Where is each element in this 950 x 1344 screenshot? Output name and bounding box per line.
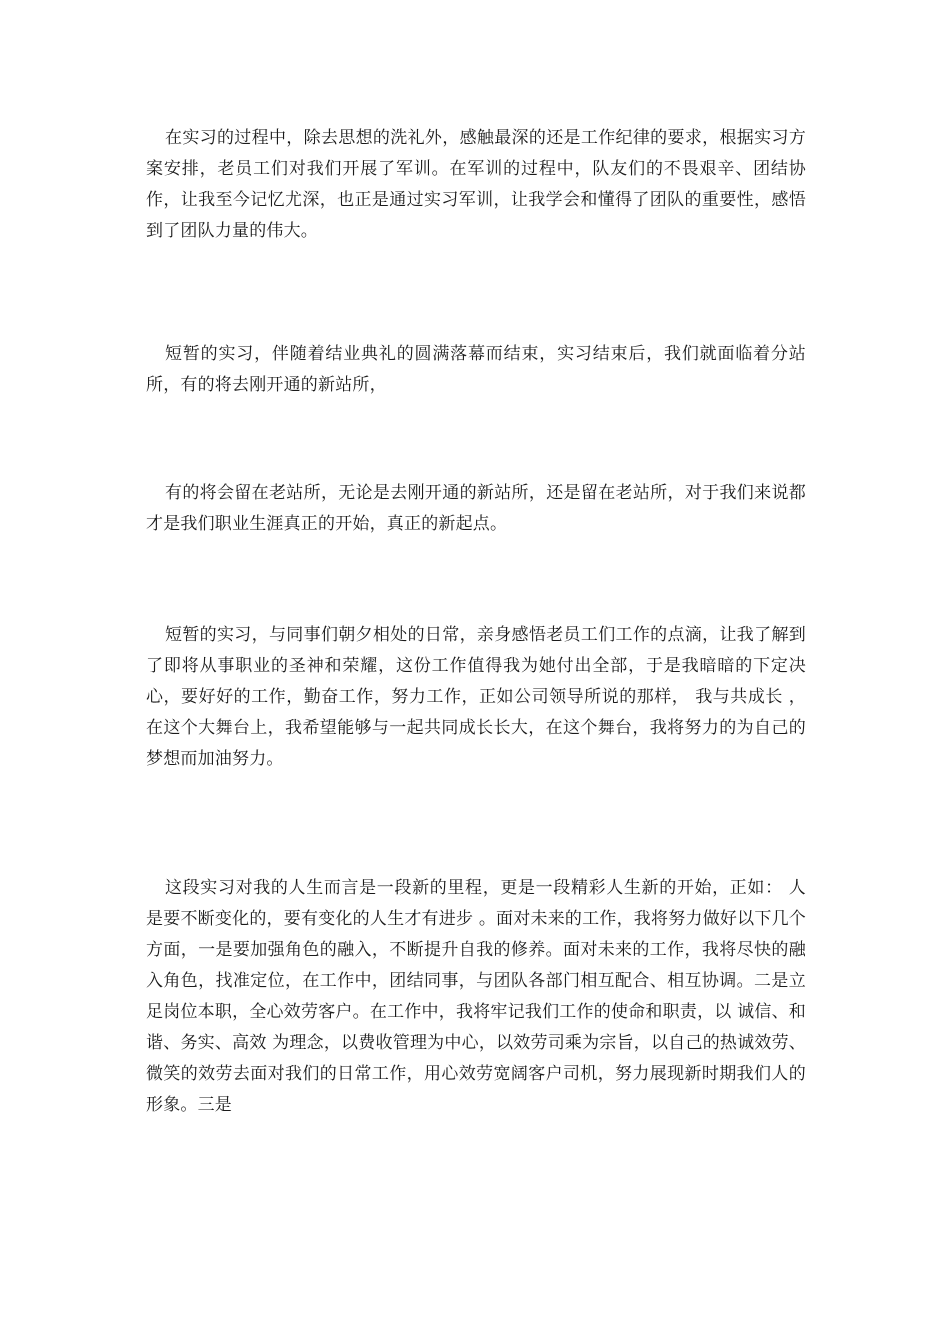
paragraph-2: 短暂的实习，伴随着结业典礼的圆满落幕而结束，实习结束后，我们就面临着分站所，有的将去刚开通的新站所，	[146, 344, 806, 395]
paragraph-4: 短暂的实习，与同事们朝夕相处的日常，亲身感悟老员工们工作的点滴，让我了解到了即将从事职业的圣神和荣耀，这份工作值得我为她付出全部，于是我暗暗的下定决心，要好好的工作，勤奋工作，努力工作，正如公司领导所说的那样， 我与共成长 ，在这个大舞台上，我希望能够与一起共同成长长大，在这个舞台，我将努力的为自己的梦想而加油努力。	[146, 625, 806, 769]
paragraph-5: 这段实习对我的人生而言是一段新的里程，更是一段精彩人生新的开始，正如： 人是要不断变化的，要有变化的人生才有进步 。面对未来的工作，我将努力做好以下几个方面，一是要加强角色的融入，不断提升自我的修养。面对未来的工作，我将尽快的融入角色，找准定位，在工作中，团结同事，与团队各部门相互配合、相互协调。二是立足岗位本职，全心效劳客户。在工作中，我将牢记我们工作的使命和职责，以 诚信、和谐、务实、高效 为理念，以费收管理为中心，以效劳司乘为宗旨，以自己的热诚效劳、微笑的效劳去面对我们的日常工作，用心效劳宽阔客户司机，努力展现新时期我们人的形象。三是	[146, 878, 806, 1115]
paragraph-1: 在实习的过程中，除去思想的洗礼外，感触最深的还是工作纪律的要求，根据实习方案安排，老员工们对我们开展了军训。在军训的过程中，队友们的不畏艰辛、团结协作，让我至今记忆尤深，也正是通过实习军训，让我学会和懂得了团队的重要性，感悟到了团队力量的伟大。	[146, 128, 806, 241]
paragraph-3: 有的将会留在老站所，无论是去刚开通的新站所，还是留在老站所，对于我们来说都才是我们职业生涯真正的开始，真正的新起点。	[146, 483, 806, 534]
